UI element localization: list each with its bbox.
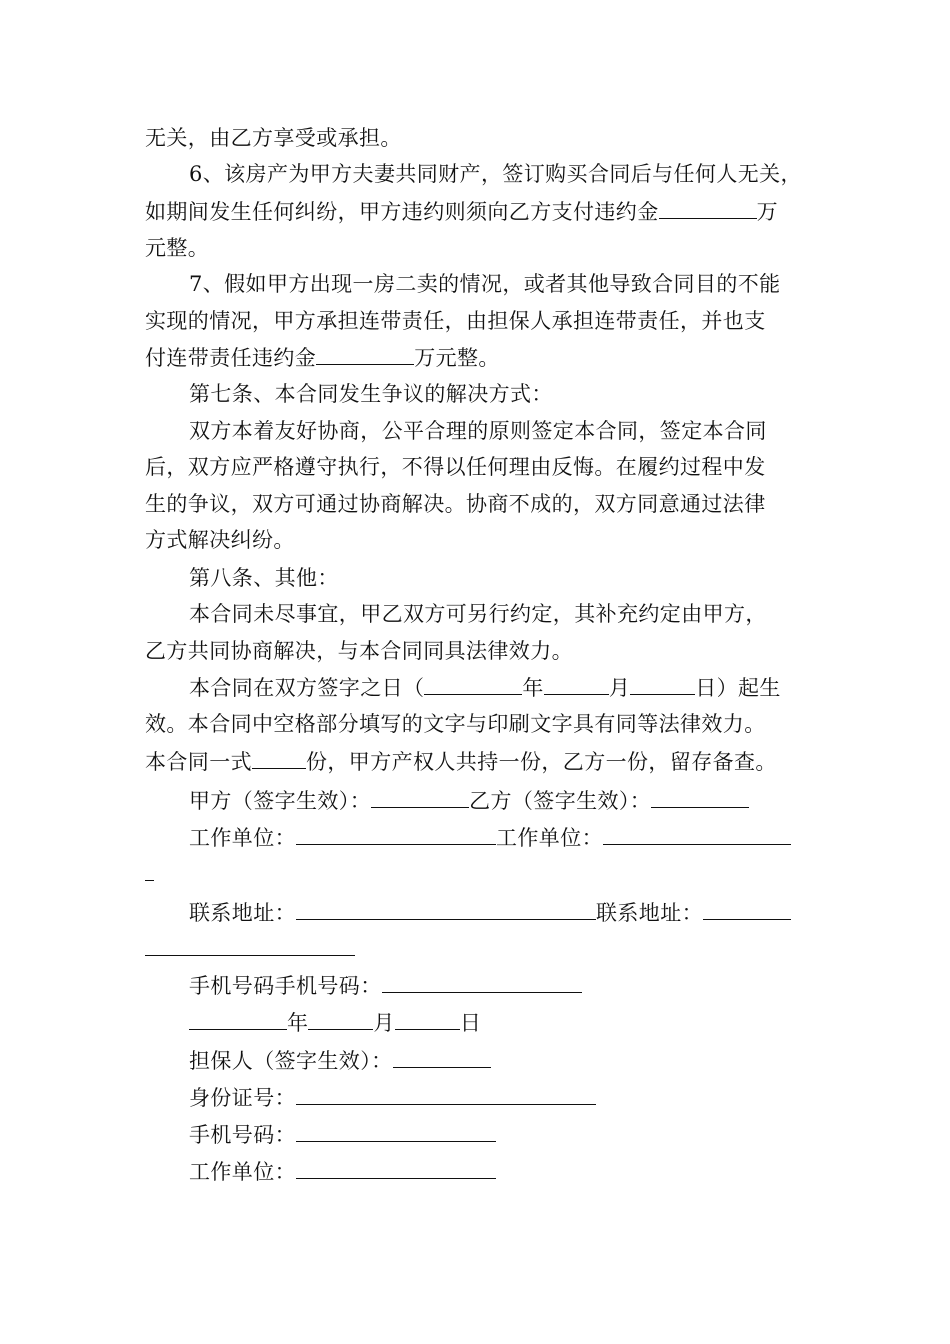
blank-field	[659, 196, 757, 219]
text-segment: 付连带责任违约金	[145, 346, 317, 370]
text-line: 实现的情况，甲方承担连带责任，由担保人承担连带责任，并也支	[145, 309, 766, 333]
blank-field	[544, 672, 609, 695]
text-line: 后，双方应严格遵守执行，不得以任何理由反悔。在履约过程中发	[145, 455, 766, 479]
text-line	[145, 342, 500, 372]
date-line	[189, 1007, 481, 1037]
blank-field	[252, 746, 306, 769]
text-line: 本合同未尽事宜，甲乙双方可另行约定，其补充约定由甲方，	[189, 602, 767, 626]
text-segment: 日）起生	[695, 676, 781, 700]
text-segment: 本合同一式	[145, 750, 252, 774]
text-line	[145, 196, 778, 226]
blank-field	[308, 1007, 373, 1030]
blank-field	[296, 822, 496, 845]
blank-field	[424, 672, 522, 695]
text-segment: 甲方（签字生效）：	[189, 789, 372, 813]
blank-field	[603, 822, 791, 845]
text-line: 双方本着友好协商，公平合理的原则签定本合同，签定本合同	[189, 419, 767, 443]
text-line: 元整。	[145, 236, 210, 260]
text-segment: 联系地址：	[189, 901, 296, 925]
text-segment: 工作单位：	[189, 826, 296, 850]
text-segment: 担保人（签字生效）：	[189, 1049, 393, 1073]
blank-field	[296, 1156, 496, 1179]
blank-field	[145, 933, 355, 956]
blank-field	[630, 672, 695, 695]
signature-line-party-a	[189, 785, 749, 815]
text-segment: 年	[287, 1011, 309, 1035]
text-segment: 如期间发生任何纠纷，甲方违约则须向乙方支付违约金	[145, 200, 659, 224]
text-segment: 万元整。	[414, 346, 500, 370]
text-line: 生的争议，双方可通过协商解决。协商不成的，双方同意通过法律	[145, 492, 766, 516]
blank-field	[316, 342, 414, 365]
text-segment: 工作单位：	[189, 1160, 296, 1184]
text-line	[145, 746, 777, 776]
text-line: 乙方共同协商解决，与本合同同具法律效力。	[145, 639, 573, 663]
text-segment: 手机号码手机号码：	[189, 974, 382, 998]
text-segment: 联系地址：	[596, 901, 703, 925]
text-line	[145, 933, 355, 963]
blank-field	[651, 785, 749, 808]
text-segment: 身份证号：	[189, 1086, 296, 1110]
text-segment: 乙方（签字生效）：	[469, 789, 652, 813]
text-line: 无关，由乙方享受或承担。	[145, 126, 402, 150]
blank-field	[371, 785, 469, 808]
text-segment: 月	[373, 1011, 395, 1035]
work-unit-line	[189, 1156, 496, 1186]
blank-field	[393, 1045, 491, 1068]
blank-field	[145, 858, 154, 881]
text-line: 7、假如甲方出现一房二卖的情况，或者其他导致合同目的不能	[189, 272, 781, 296]
work-unit-line	[189, 822, 791, 852]
blank-field	[296, 1119, 496, 1142]
text-segment: 年	[522, 676, 544, 700]
blank-field	[703, 897, 791, 920]
blank-field	[382, 970, 582, 993]
blank-field	[296, 897, 596, 920]
id-number-line	[189, 1082, 596, 1112]
text-line	[145, 858, 154, 888]
text-line	[189, 672, 781, 702]
phone-line	[189, 1119, 496, 1149]
blank-field	[189, 1007, 287, 1030]
blank-field	[296, 1082, 596, 1105]
text-segment: 本合同在双方签字之日（	[189, 676, 425, 700]
text-line: 6、该房产为甲方夫妻共同财产，签订购买合同后与任何人无关，	[189, 162, 802, 186]
guarantor-line	[189, 1045, 491, 1075]
address-line	[189, 897, 791, 927]
text-line: 效。本合同中空格部分填写的文字与印刷文字具有同等法律效力。	[145, 712, 766, 736]
text-line: 方式解决纠纷。	[145, 528, 295, 552]
text-segment: 万	[756, 200, 779, 224]
section-heading: 第七条、本合同发生争议的解决方式：	[189, 382, 553, 406]
text-segment: 工作单位：	[496, 826, 603, 850]
text-segment: 月	[608, 676, 631, 700]
section-heading: 第八条、其他：	[189, 566, 339, 590]
blank-field	[395, 1007, 460, 1030]
text-segment: 手机号码：	[189, 1123, 296, 1147]
phone-line	[189, 970, 582, 1000]
text-segment: 日	[459, 1011, 482, 1035]
text-segment: 份，甲方产权人共持一份，乙方一份，留存备查。	[306, 750, 777, 774]
